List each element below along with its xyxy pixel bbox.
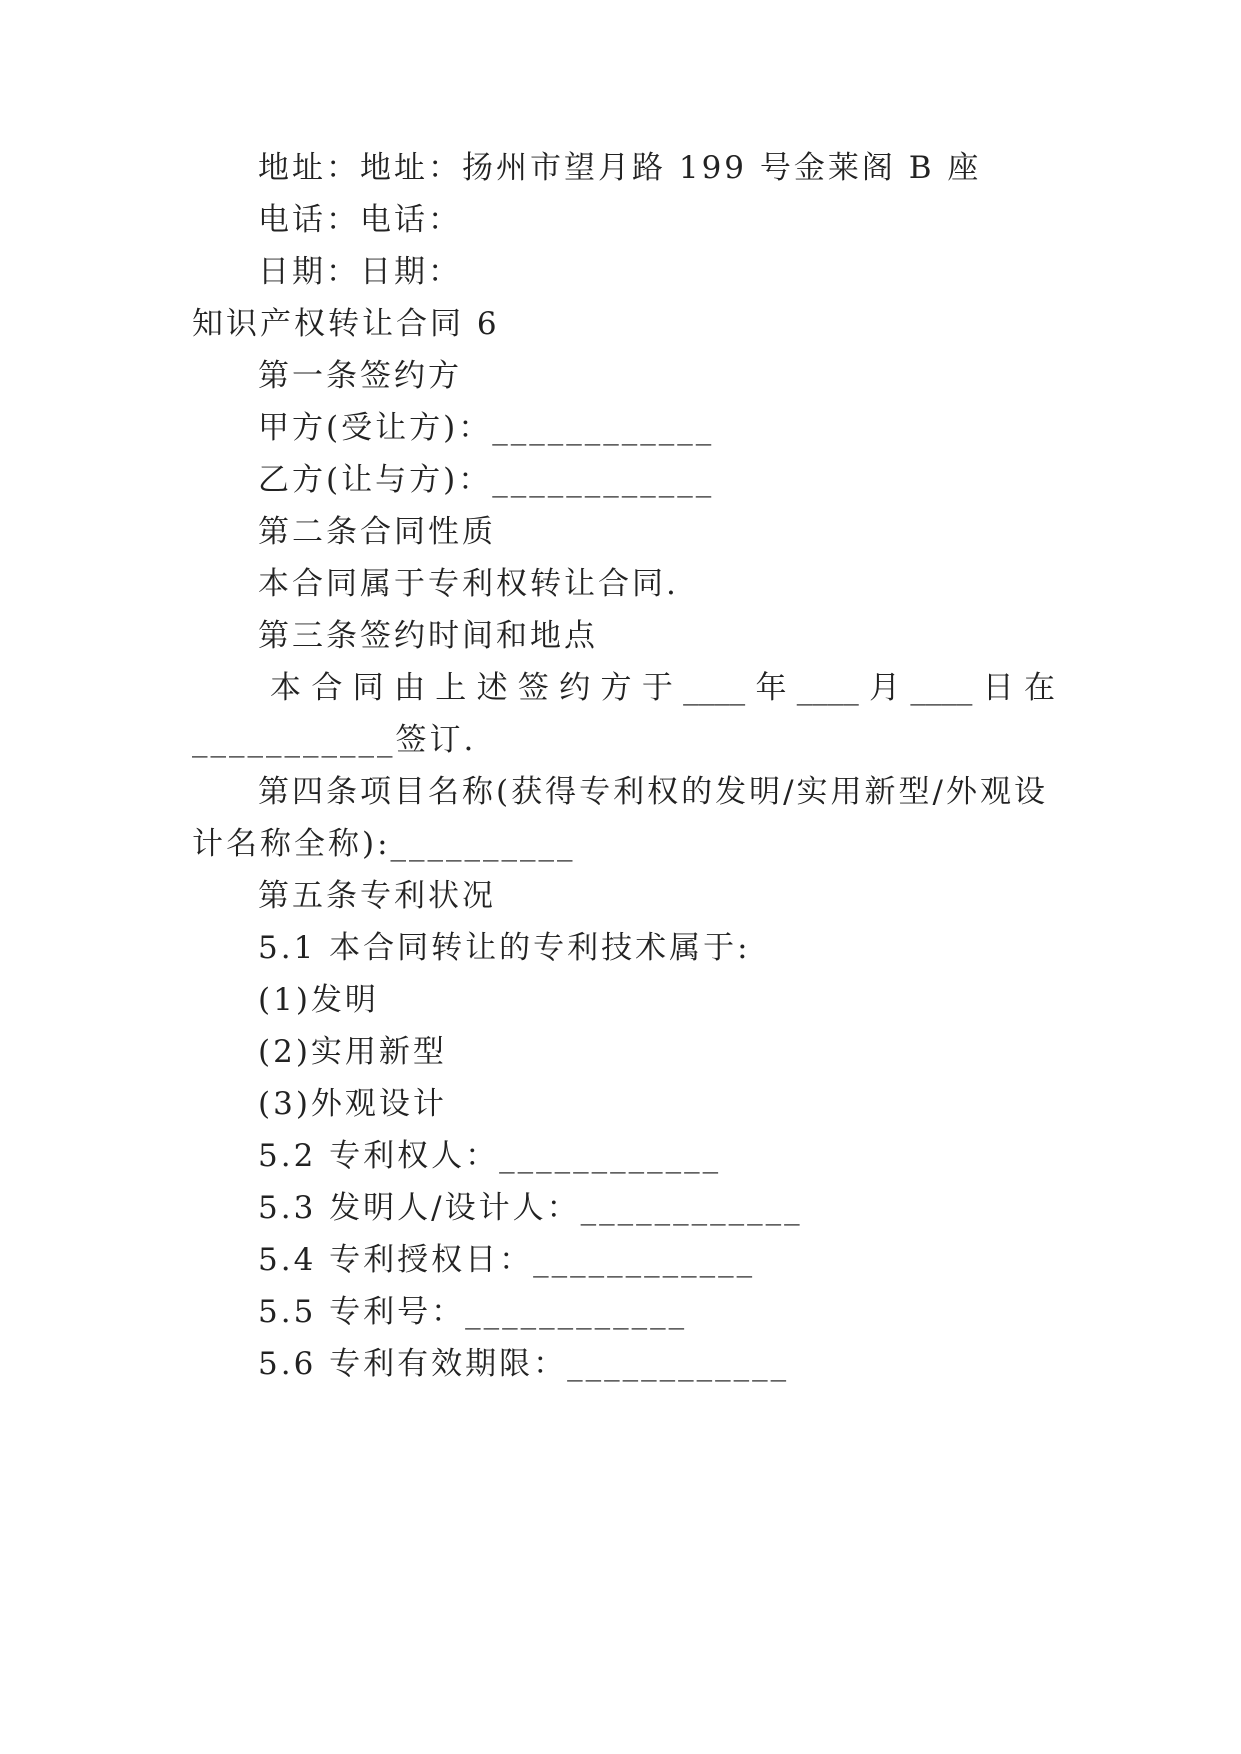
option-invention: (1)发明: [258, 982, 379, 1018]
signing-date-char: 同: [352, 670, 384, 706]
article-4-heading: 第四条项目名称(获得专利权的发明/实用新型/外观设: [258, 774, 1048, 810]
clause-5-4: 5.4 专利授权日：____________: [258, 1242, 756, 1278]
article-4-continuation: 计名称全称):__________: [192, 826, 576, 862]
date-line: 日期：日期：: [258, 254, 462, 290]
phone-line: 电话：电话：: [258, 202, 462, 238]
signing-date-line: [270, 668, 1055, 708]
signing-date-char: 方: [600, 670, 632, 706]
clause-5-6: 5.6 专利有效期限：____________: [258, 1346, 790, 1382]
signing-date-char: 合: [311, 670, 343, 706]
clause-5-2: 5.2 专利权人：____________: [258, 1138, 722, 1174]
signing-date-char: 年: [755, 670, 787, 706]
signing-date-char: 日: [982, 670, 1014, 706]
clause-5-1: 5.1 本合同转让的专利技术属于:: [258, 930, 751, 966]
article-3-heading: 第三条签约时间和地点: [258, 618, 598, 654]
signing-date-char: 月: [869, 670, 901, 706]
signing-date-char: 由: [393, 670, 425, 706]
signing-date-char: 上: [435, 670, 467, 706]
signing-date-char: 于: [641, 670, 673, 706]
signing-date-char: 本: [270, 670, 301, 706]
signing-date-char: 在: [1024, 670, 1055, 706]
article-5-heading: 第五条专利状况: [258, 878, 496, 914]
signing-place-line: ___________签订.: [192, 722, 477, 758]
clause-5-5: 5.5 专利号：____________: [258, 1294, 688, 1330]
address-line: 地址：地址：扬州市望月路 199 号金莱阁 B 座: [258, 150, 982, 186]
article-2-heading: 第二条合同性质: [258, 514, 496, 550]
contract-title: 知识产权转让合同 6: [192, 306, 500, 342]
blank-year: ____: [683, 670, 746, 706]
signing-date-char: 述: [476, 670, 508, 706]
article-1-heading: 第一条签约方: [258, 358, 462, 394]
signing-date-char: 签: [517, 670, 549, 706]
contract-nature-line: 本合同属于专利权转让合同.: [258, 566, 679, 602]
option-utility-model: (2)实用新型: [258, 1034, 447, 1070]
party-b-line: 乙方(让与方)：____________: [258, 462, 715, 498]
party-a-line: 甲方(受让方)：____________: [258, 410, 715, 446]
blank-day: ____: [910, 670, 973, 706]
clause-5-3: 5.3 发明人/设计人：____________: [258, 1190, 803, 1226]
option-design: (3)外观设计: [258, 1086, 447, 1122]
blank-month: ____: [796, 670, 859, 706]
signing-date-char: 约: [559, 670, 591, 706]
